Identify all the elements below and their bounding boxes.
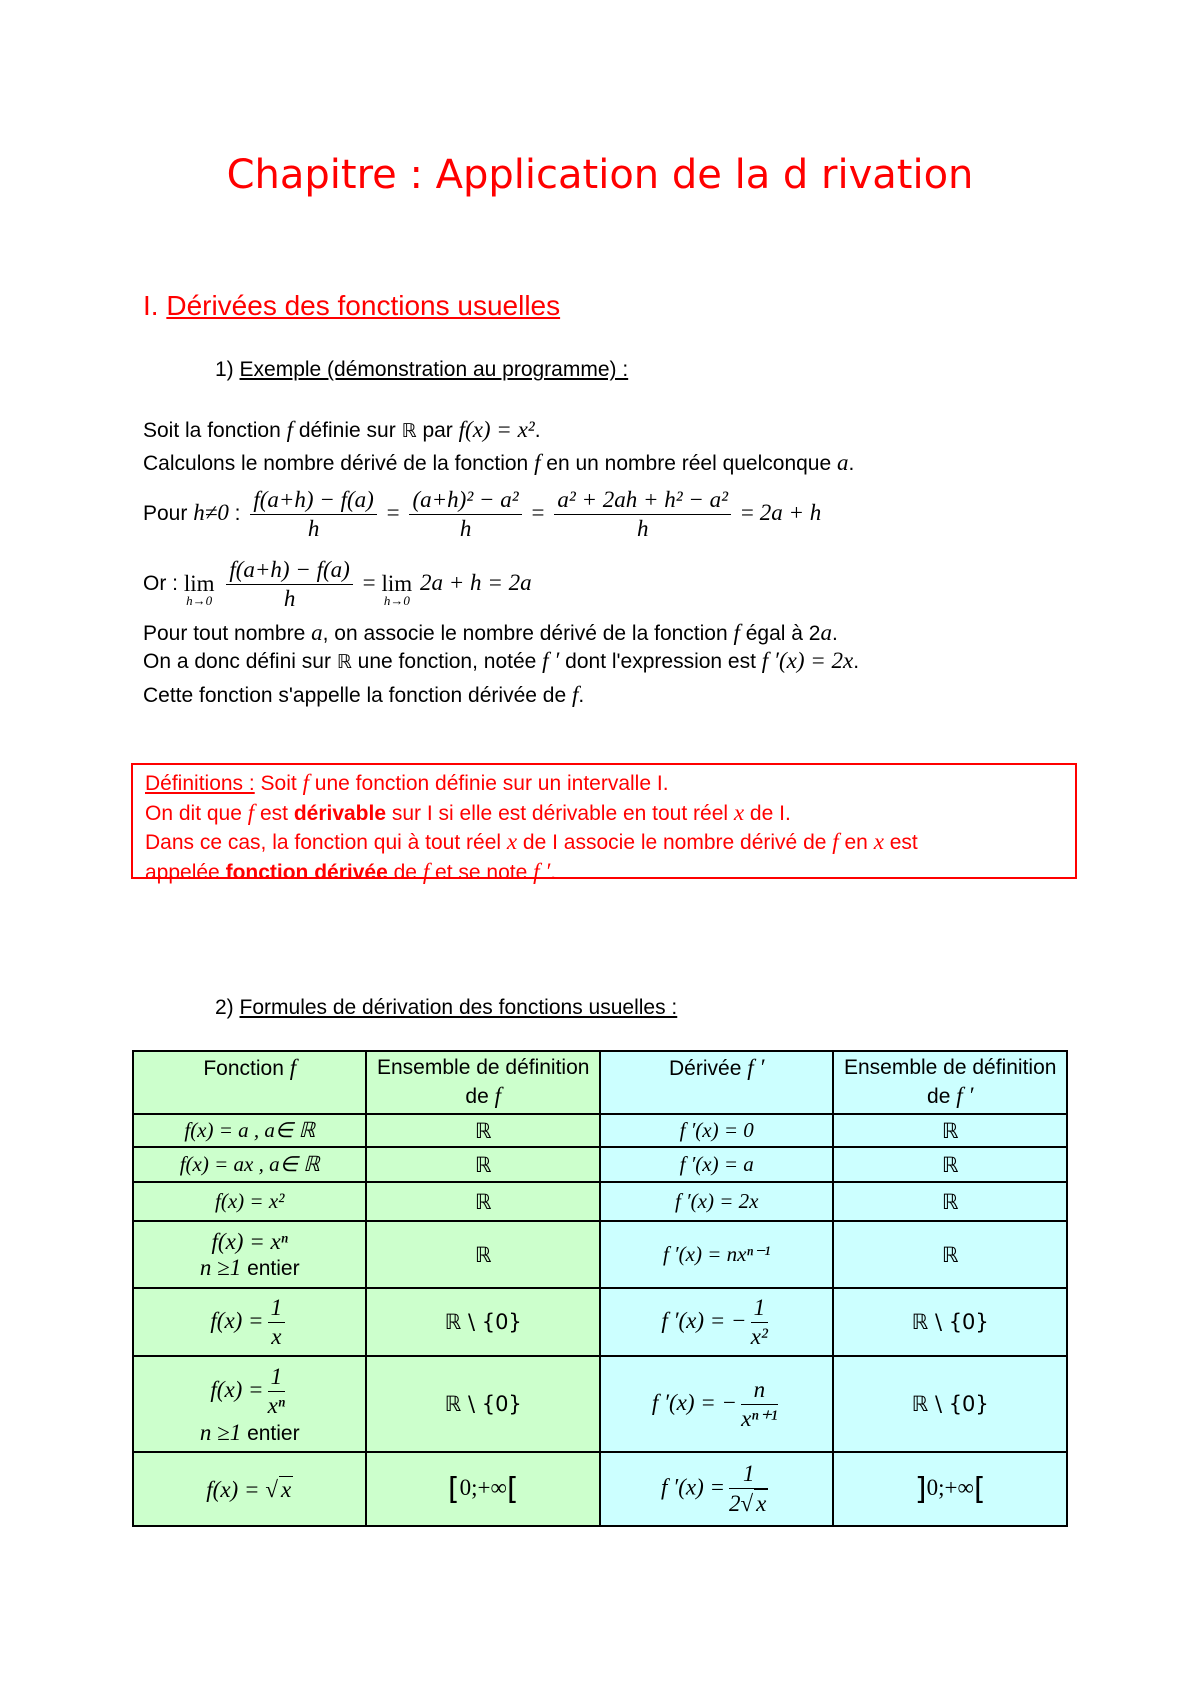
definition-line-3: Dans ce cas, la fonction qui à tout réel x de I associe le nombre dérivé de f en x est [145,829,918,854]
subsection-title: Formules de dérivation des fonctions usuelles : [239,996,678,1019]
fraction: $\frac{\text{a² + 2ah + h² − a²}}{h}$ [554,486,731,543]
fraction: $\frac{1}{2√ x}$ [729,1461,767,1516]
table-row: f(x) = ax , a∈ ℝ ℝ f ′(x) = a ℝ [133,1147,1067,1182]
header-derivative: Dérivée f ′ [600,1051,833,1114]
fraction: $\frac{\text{(a+h)² − a²}}{h}$ [409,486,521,543]
section-heading [143,290,560,322]
fraction: $\frac{n}{\text{xⁿ⁺¹}}$ [741,1376,778,1431]
limit: lim h→0 [381,570,413,608]
definition-label: Définitions : [145,772,255,795]
fraction: $\frac{1}{\text{xⁿ}}$ [267,1363,286,1418]
sqrt-symbol: √ [740,1491,754,1516]
header-function: Fonction f [133,1051,366,1114]
derivatives-table [132,1050,1068,1527]
table-row: f(x) = √ x [0;+∞[ f ′(x) = $\frac{1}{2√ x}$ ]0;+∞[ [133,1452,1067,1526]
table-row: f(x) = xⁿ n ≥1 entier ℝ f ′(x) = nxⁿ⁻¹ ℝ [133,1221,1067,1288]
example-line-3: Pour h≠0 : $\frac{f(a+h) - f(a)}{h}$ = $\frac{\text{(a+h)² − a²}}{h}$ = $\frac{\text{a² + 2ah + h² − a²}}{h}$ = 2a + h [143,487,822,541]
table-row: f(x) = $\frac{1}{x}$ ℝ \ {0} f ′(x) = − $\frac{1}{\text{x²}}$ ℝ \ {0} [133,1288,1067,1356]
interval-closed-open: [0;+∞[ [366,1452,600,1526]
definition-line-1: Définitions : Soit f une fonction définie sur un intervalle I. [145,770,669,795]
fraction: $\frac{1}{x}$ [268,1294,286,1351]
interval-open-open: ]0;+∞[ [833,1452,1067,1526]
example-line-2: Calculons le nombre dérivé de la fonction f en un nombre réel quelconque a. [143,450,855,475]
table-row: f(x) = x² ℝ f ′(x) = 2x ℝ [133,1182,1067,1221]
page-title: Chapitre : Application de la d rivation [226,152,974,198]
fraction: $\frac{1}{\text{x²}}$ [750,1294,768,1349]
formula: f(x) = x² [458,417,535,442]
subsection-number: 1) [215,358,240,381]
limit: lim h→0 [183,570,215,608]
subsection-2-heading [215,996,677,1020]
definition-line-4: appelée fonction dérivée de f et se note f ′. [145,858,557,884]
definition-box [131,763,1077,884]
definition-line-2: On dit que f est dérivable sur I si elle est dérivable en tout réel x de I. [145,799,791,825]
example-line-5: Pour tout nombre a, on associe le nombre dérivé de la fonction f égal à 2a. [143,620,838,645]
table-header-row [133,1051,1067,1114]
subsection-1-heading [215,358,628,382]
header-domain-f: Ensemble de définition de f [366,1051,600,1114]
subsection-title: Exemple (démonstration au programme) : [239,358,629,381]
example-line-1: Soit la fonction f définie sur ℝ par f(x) = x². [143,417,541,442]
fraction: $\frac{f(a+h) - f(a)}{h}$ [250,486,376,543]
section-number: I. [143,290,167,321]
table-row: f(x) = $\frac{1}{\text{xⁿ}}$ n ≥1 entier ℝ \ {0} f ′(x) = − $\frac{n}{\text{xⁿ⁺¹}}$ ℝ \ {0} [133,1356,1067,1452]
example-line-7: Cette fonction s'appelle la fonction dérivée de f. [143,682,585,707]
table-row: f(x) = a , a∈ ℝ ℝ f ′(x) = 0 ℝ [133,1114,1067,1147]
example-line-6: On a donc défini sur ℝ une fonction, notée f ′ dont l'expression est f ′(x) = 2x. [143,648,860,673]
header-domain-fprime: Ensemble de définition de f ′ [833,1051,1067,1114]
fraction: $\frac{f(a+h) - f(a)}{h}$ [226,556,352,613]
formula: f ′(x) = 2x [761,648,854,673]
sqrt-symbol: √ [265,1476,278,1502]
example-line-4: Or : lim h→0 $\frac{f(a+h) - f(a)}{h}$ = lim h→0 2a + h = 2a [143,557,532,611]
section-title: Dérivées des fonctions usuelles [166,290,561,321]
subsection-number: 2) [215,996,240,1019]
